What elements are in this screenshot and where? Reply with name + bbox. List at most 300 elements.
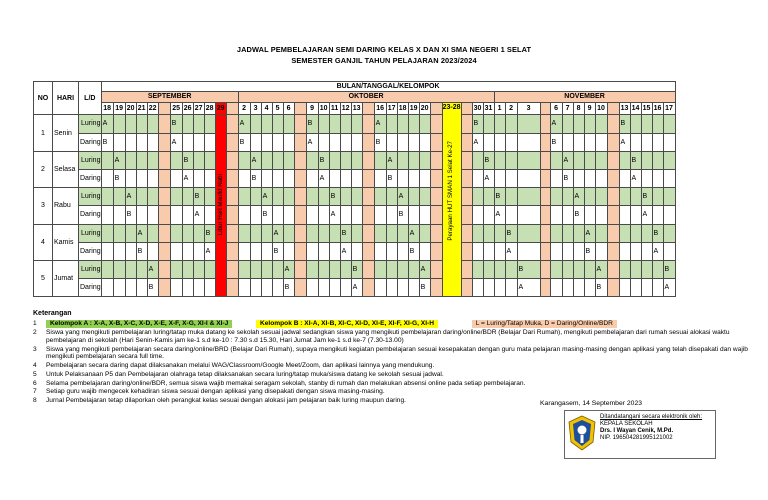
schedule-cell [550,188,562,206]
schedule-cell [540,224,550,242]
schedule-cell [306,169,318,187]
schedule-cell [362,151,374,169]
date-4: 22 [147,102,158,115]
schedule-cell [136,188,147,206]
schedule-cell [419,133,430,151]
schedule-cell [170,279,182,297]
schedule-cell [607,206,619,224]
schedule-group-cell: B [147,279,158,297]
schedule-cell [283,188,294,206]
schedule-cell [125,169,136,187]
date-44: 13 [619,102,630,115]
schedule-cell [170,169,182,187]
schedule-cell [329,115,340,133]
signature-role: KEPALA SEKOLAH [600,420,653,427]
month-1: OKTOBER [238,92,494,102]
schedule-cell [430,242,442,260]
schedule-cell [158,260,170,278]
schedule-group-cell: B [641,188,652,206]
mode-daring: Daring [79,206,102,224]
schedule-cell [472,151,483,169]
schedule-cell [641,242,652,260]
note-item [33,397,763,405]
schedule-cell [652,169,663,187]
schedule-cell [238,260,250,278]
notes-section [33,310,763,406]
schedule-cell [226,279,238,297]
schedule-cell [226,133,238,151]
schedule-cell [182,224,193,242]
schedule-cell [329,151,340,169]
schedule-cell [595,206,607,224]
note-text: Selama pembelajaran daring/online/BDR, semua siswa wajib memakai seragam sekolah, stanby di rumah dan melakukan absensi online pada setiap pembelajaran. [46,379,526,387]
schedule-cell [351,133,362,151]
mode-luring: Luring [79,260,102,278]
schedule-cell [505,115,517,133]
schedule-cell [147,169,158,187]
schedule-cell [182,279,193,297]
date-36: 3 [517,102,540,115]
schedule-cell [619,206,630,224]
schedule-cell [483,115,494,133]
schedule-group-cell: A [272,224,283,242]
schedule-cell [250,115,261,133]
date-13: 3 [250,102,261,115]
schedule-cell [607,188,619,206]
schedule-group-cell: A [182,169,193,187]
schedule-cell [584,133,595,151]
date-18: 9 [306,102,318,115]
schedule-cell [630,242,641,260]
schedule-cell [663,224,675,242]
schedule-cell [272,133,283,151]
schedule-group-cell: A [204,242,215,260]
schedule-cell [472,279,483,297]
date-6: 25 [170,102,182,115]
schedule-cell [250,188,261,206]
schedule-group-cell: A [329,206,340,224]
mode-daring: Daring [79,133,102,151]
schedule-cell [430,151,442,169]
schedule-cell [419,151,430,169]
schedule-cell [573,169,584,187]
schedule-cell [397,151,408,169]
schedule-cell [272,188,283,206]
schedule-cell [550,279,562,297]
date-9: 28 [204,102,215,115]
schedule-cell [294,206,306,224]
schedule-cell [101,224,113,242]
date-17 [294,102,306,115]
schedule-cell [595,169,607,187]
schedule-row-daring [34,133,676,151]
date-33: 31 [483,102,494,115]
schedule-cell [472,242,483,260]
schedule-cell [294,115,306,133]
mode-daring: Daring [79,169,102,187]
date-48: 17 [663,102,675,115]
schedule-cell [408,206,419,224]
schedule-cell [641,260,652,278]
schedule-group-cell: B [182,151,193,169]
schedule-group-cell: B [419,279,430,297]
maulid-holiday-label: Libur Hari Maulid Nabi [216,174,224,236]
schedule-cell [607,242,619,260]
date-23 [362,102,374,115]
schedule-cell [652,133,663,151]
schedule-group-cell: A [397,188,408,206]
schedule-row-luring [34,151,676,169]
schedule-cell [193,260,204,278]
schedule-cell [505,133,517,151]
schedule-cell [113,133,125,151]
schedule-cell [306,260,318,278]
schedule-group-cell: A [193,206,204,224]
schedule-cell [430,206,442,224]
schedule-cell [584,279,595,297]
date-11 [226,102,238,115]
schedule-group-cell: B [318,151,329,169]
schedule-cell [408,279,419,297]
schedule-cell [170,151,182,169]
schedule-cell [397,115,408,133]
schedule-cell [562,242,573,260]
signature-name: Drs. I Wayan Cenik, M.Pd. [600,427,674,434]
schedule-cell [113,260,125,278]
schedule-cell [101,279,113,297]
schedule-cell [362,279,374,297]
schedule-cell [226,188,238,206]
schedule-cell [204,151,215,169]
schedule-cell [283,224,294,242]
schedule-row-luring [34,224,676,242]
schedule-cell [663,133,675,151]
date-1: 19 [113,102,125,115]
schedule-cell [306,224,318,242]
schedule-cell [419,224,430,242]
schedule-cell [272,151,283,169]
schedule-cell [182,133,193,151]
schedule-cell [550,242,562,260]
schedule-cell [663,206,675,224]
schedule-cell [505,206,517,224]
date-26: 18 [397,102,408,115]
group-b-label: Kelompok B : XI-A, XI-B, XI-C, XI-D, XI-E, XI-F, XI-G, XI-H [256,320,438,328]
schedule-cell [238,188,250,206]
schedule-cell [193,242,204,260]
schedule-cell [362,206,374,224]
schedule-cell [158,151,170,169]
date-7: 26 [182,102,193,115]
schedule-cell [461,133,472,151]
schedule-group-cell: A [386,151,397,169]
header-ld: L/D [79,82,102,115]
schedule-cell [652,279,663,297]
maulid-holiday-column [215,115,226,297]
schedule-cell [226,151,238,169]
schedule-cell [261,224,272,242]
schedule-cell [158,279,170,297]
schedule-cell [483,206,494,224]
schedule-cell [340,133,351,151]
schedule-cell [408,260,419,278]
schedule-cell [113,115,125,133]
schedule-cell [362,188,374,206]
schedule-cell [483,260,494,278]
schedule-cell [408,169,419,187]
schedule-cell [226,242,238,260]
schedule-group-cell: B [340,224,351,242]
schedule-group-cell: A [641,206,652,224]
schedule-cell [340,188,351,206]
schedule-cell [136,279,147,297]
day-name: Selasa [53,151,79,187]
day-number: 2 [34,151,53,187]
schedule-cell [494,151,505,169]
schedule-cell [318,188,329,206]
schedule-cell [329,133,340,151]
schedule-group-cell: B [283,279,294,297]
schedule-cell [517,169,540,187]
schedule-cell [494,133,505,151]
schedule-cell [351,188,362,206]
hut-celebration-label: Perayaan HUT SMAN 1 Selat Ke-27 [447,140,455,241]
schedule-cell [136,115,147,133]
schedule-cell [430,224,442,242]
schedule-cell [374,206,386,224]
schedule-cell [101,206,113,224]
schedule-row-luring [34,115,676,133]
date-15: 5 [272,102,283,115]
schedule-cell [397,169,408,187]
schedule-cell [652,115,663,133]
date-39: 7 [562,102,573,115]
schedule-cell [306,151,318,169]
schedule-cell [158,206,170,224]
schedule-cell [294,169,306,187]
schedule-group-cell: A [483,169,494,187]
schedule-cell [419,242,430,260]
schedule-cell [595,133,607,151]
schedule-cell [272,279,283,297]
schedule-group-cell: B [101,133,113,151]
schedule-group-cell: B [374,133,386,151]
schedule-group-cell: A [238,115,250,133]
schedule-cell [663,169,675,187]
schedule-cell [419,115,430,133]
schedule-group-cell: B [663,260,675,278]
day-name: Rabu [53,188,79,224]
schedule-cell [517,133,540,151]
schedule-cell [595,151,607,169]
schedule-cell [306,188,318,206]
note-item [33,362,763,370]
schedule-cell [272,206,283,224]
schedule-group-cell: B [238,133,250,151]
date-28: 20 [419,102,430,115]
schedule-cell [630,279,641,297]
schedule-cell [182,188,193,206]
schedule-cell [430,133,442,151]
schedule-group-cell: B [170,115,182,133]
schedule-cell [374,188,386,206]
schedule-group-cell: A [584,224,595,242]
school-emblem-icon [568,415,596,451]
schedule-group-cell: B [351,260,362,278]
schedule-cell [573,279,584,297]
note-number: 3 [33,345,37,353]
mode-luring: Luring [79,224,102,242]
schedule-cell [158,115,170,133]
schedule-cell [386,242,397,260]
schedule-row-daring [34,169,676,187]
schedule-group-cell: B [562,169,573,187]
schedule-cell [101,188,113,206]
day-number: 4 [34,224,53,260]
schedule-cell [351,224,362,242]
schedule-group-cell: A [550,115,562,133]
schedule-cell [386,224,397,242]
schedule-cell [641,169,652,187]
schedule-cell [461,242,472,260]
schedule-cell [283,151,294,169]
signature-line1: Ditandatangani secara elektronik oleh: [600,414,703,420]
schedule-cell [193,279,204,297]
schedule-cell [517,224,540,242]
schedule-cell [193,133,204,151]
date-43 [607,102,619,115]
schedule-cell [461,279,472,297]
schedule-cell [641,279,652,297]
schedule-cell [472,169,483,187]
schedule-cell [340,260,351,278]
schedule-cell [204,115,215,133]
schedule-group-cell: B [272,242,283,260]
schedule-group-cell: A [261,188,272,206]
schedule-cell [362,224,374,242]
header-hari: HARI [53,82,79,115]
note-text: Pembelajaran secara daring dapat dilaksanakan melalui WAG/Classroom/Google Meet/Zoom, dan aplikasi lainnya yang mendukung. [46,362,435,370]
schedule-cell [607,151,619,169]
schedule-cell [204,206,215,224]
schedule-cell [386,279,397,297]
schedule-group-cell: B [136,242,147,260]
schedule-cell [607,169,619,187]
schedule-cell [630,260,641,278]
date-5 [158,102,170,115]
schedule-group-cell: B [261,206,272,224]
schedule-cell [261,242,272,260]
schedule-cell [261,260,272,278]
signature-date: Karangasem, 14 September 2023 [540,400,643,407]
schedule-cell [607,279,619,297]
schedule-cell [550,224,562,242]
schedule-cell [483,242,494,260]
note-item [33,371,763,379]
schedule-cell [182,206,193,224]
schedule-group-cell: A [494,206,505,224]
schedule-cell [351,115,362,133]
schedule-cell [584,151,595,169]
schedule-cell [226,224,238,242]
schedule-group-cell: A [125,188,136,206]
day-number: 3 [34,188,53,224]
schedule-cell [619,151,630,169]
schedule-cell [125,115,136,133]
schedule-cell [540,169,550,187]
schedule-cell [204,133,215,151]
day-number: 1 [34,115,53,151]
schedule-cell [397,133,408,151]
schedule-cell [494,242,505,260]
schedule-cell [663,188,675,206]
schedule-cell [147,151,158,169]
schedule-group-cell: A [136,224,147,242]
date-27: 19 [408,102,419,115]
schedule-cell [562,188,573,206]
schedule-cell [641,151,652,169]
schedule-cell [584,169,595,187]
schedule-group-cell: A [419,260,430,278]
schedule-cell [562,115,573,133]
schedule-cell [261,169,272,187]
schedule-cell [505,279,517,297]
schedule-cell [573,115,584,133]
schedule-cell [113,188,125,206]
schedule-cell [630,115,641,133]
schedule-cell [170,206,182,224]
schedule-cell [663,115,675,133]
notes-group-row: 1 Kelompok A : X-A, X-B, X-C, X-D, X-E, X-F, X-G, XI-I & XI-J Kelompok B : XI-A, XI-B, XI-C, XI-D, XI-E, XI-F, XI-G, XI-H L = Luring/Tatap Muka, D = Daring/Online/BDR [33,320,763,328]
note-text: Setiap guru wajib mengecek kehadiran siswa sesuai dengan aplikasi yang disepakati dengan siswa masing-masing. [46,388,385,396]
schedule-group-cell: A [318,169,329,187]
schedule-cell [461,188,472,206]
schedule-row-daring [34,242,676,260]
schedule-cell [125,224,136,242]
schedule-cell [238,206,250,224]
schedule-group-cell: A [306,133,318,151]
schedule-cell [397,242,408,260]
schedule-cell [517,151,540,169]
schedule-cell [318,224,329,242]
schedule-cell [619,242,630,260]
schedule-group-cell: A [170,133,182,151]
schedule-cell [193,224,204,242]
schedule-cell [607,115,619,133]
schedule-cell [619,169,630,187]
schedule-cell [136,206,147,224]
schedule-cell [101,260,113,278]
schedule-cell [540,188,550,206]
schedule-cell [540,206,550,224]
date-35: 2 [505,102,517,115]
mode-daring: Daring [79,242,102,260]
schedule-cell [261,133,272,151]
mode-luring: Luring [79,115,102,133]
schedule-cell [158,224,170,242]
date-2: 20 [125,102,136,115]
schedule-cell [430,115,442,133]
schedule-group-cell: A [595,260,607,278]
note-text: Siswa yang mengikuti pembelajaran luring/tatap muka datang ke sekolah sesuai jadwal sedangkan siswa yang mengikuti pembelajaran daring/online/BDR (Belajar Dari Rumah), mengikuti pembelajaran dari rumah sesuai alokasi waktu pembelajaran di sekolah (Hari Senin-Kamis jam ke-1 s.d ke-10 : 7.30 s.d 15.30, Hari Jumat Jam ke-1 s.d ke-7 (7.30-13.00) [46,329,730,344]
schedule-cell [483,224,494,242]
schedule-cell [182,115,193,133]
schedule-cell [125,242,136,260]
schedule-cell [483,133,494,151]
date-47: 16 [652,102,663,115]
schedule-cell [652,151,663,169]
schedule-cell [408,133,419,151]
